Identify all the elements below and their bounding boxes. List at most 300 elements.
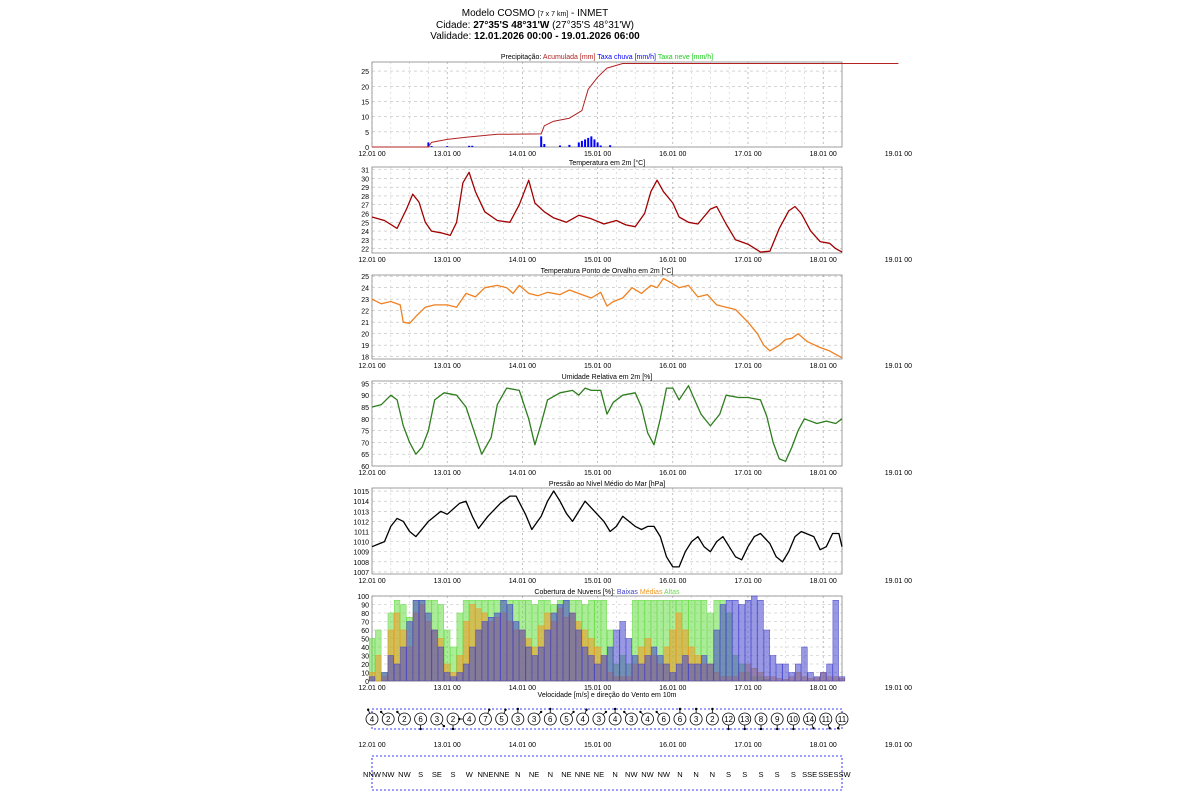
accumulated-precip-line [372, 64, 898, 148]
wind-direction-label: NW [641, 770, 654, 779]
wind-direction-dot [812, 727, 814, 729]
wind-speed-value: 5 [564, 715, 569, 724]
y-tick-label: 60 [361, 628, 369, 635]
cloud-bar-baixas [607, 647, 613, 681]
y-tick-label: 80 [361, 416, 369, 424]
rain-rate-bar [609, 145, 611, 147]
wind-direction-label: S [418, 770, 424, 779]
x-tick-label: 13.01 00 [433, 578, 461, 585]
wind-direction-dot [540, 711, 542, 713]
y-tick-label: 1009 [353, 549, 369, 557]
cloud-title-mid: Médias [637, 589, 663, 596]
rain-rate-bar [540, 136, 542, 147]
wind-x-tick-label: 14.01 00 [508, 742, 537, 749]
wind-speed-value: 6 [418, 715, 423, 724]
rain-rate-bar [471, 146, 473, 147]
y-tick-label: 15 [361, 99, 369, 107]
cloud-bar-baixas [614, 630, 620, 681]
y-tick-label: 1013 [353, 509, 369, 517]
wind-direction-dot [711, 708, 713, 710]
rain-rate-bar [578, 142, 580, 147]
x-tick-label: 14.01 00 [508, 578, 537, 585]
pressure-title: Pressão ao Nível Médio do Mar [hPa] [548, 481, 666, 488]
y-tick-label: 31 [361, 167, 369, 175]
wind-speed-value: 6 [661, 715, 666, 724]
cloud-bar-baixas [601, 656, 607, 682]
wind-speed-value: 14 [805, 715, 815, 724]
cloud-bar-baixas [582, 647, 588, 681]
wind-direction-dot [380, 711, 382, 713]
cloud-bar-baixas [733, 600, 739, 681]
humidity-line [372, 386, 842, 462]
cloud-bar-baixas [413, 600, 419, 681]
wind-direction-label: N [612, 770, 618, 779]
rain-rate-bar [600, 145, 602, 147]
cloud-bar-baixas [576, 630, 582, 681]
precip-title-accumulated: Acumulada [mm] [541, 54, 596, 61]
pressure-line [372, 491, 842, 567]
wind-direction-dot [452, 728, 454, 730]
cloud-bar-baixas [488, 617, 494, 681]
x-tick-label: 16.01 00 [659, 257, 687, 264]
y-tick-label: 27 [361, 202, 369, 210]
x-tick-label: 16.01 00 [659, 685, 687, 692]
cloud-bar-baixas [482, 622, 488, 682]
y-tick-label: 10 [361, 670, 369, 678]
wind-direction-label: S [758, 770, 764, 779]
wind-direction-label: S [450, 770, 456, 779]
y-tick-label: 85 [361, 404, 369, 412]
cloud-bar-baixas [676, 664, 682, 681]
header-model-resolution: [7 x 7 km] [537, 11, 569, 18]
dewpoint-title: Temperatura Ponto de Orvalho em 2m [°C] [540, 268, 674, 275]
wind-direction-label: N [547, 770, 553, 779]
cloud-bar-baixas [783, 664, 789, 681]
wind-direction-dot [623, 711, 625, 713]
wind-direction-dot [488, 709, 490, 711]
wind-direction-label: NW [625, 770, 638, 779]
wind-direction-label: SSE [802, 770, 818, 779]
wind-direction-label: W [465, 770, 473, 779]
cloud-bar-baixas [570, 613, 576, 681]
cloud-title-high: Altas [662, 589, 680, 596]
x-tick-label: 18.01 00 [809, 363, 837, 370]
x-tick-label: 14.01 00 [508, 363, 537, 370]
wind-direction-dot [760, 728, 762, 730]
header-city-coords-alt: (27°35'S 48°31'W) [552, 20, 635, 31]
y-tick-label: 30 [361, 653, 369, 661]
cloud-bar-baixas [532, 656, 538, 682]
y-tick-label: 26 [361, 211, 369, 219]
cloud-bar-baixas [795, 664, 801, 681]
cloud-bar-baixas [451, 677, 457, 681]
cloud-bar-baixas [432, 630, 438, 681]
wind-direction-label: NW [657, 770, 670, 779]
dewpoint-line [372, 279, 842, 358]
wind-direction-label: NNW [363, 770, 381, 779]
cloud-bar-baixas [827, 664, 833, 681]
header-validity-range: 12.01.2026 00:00 - 19.01.2026 06:00 [474, 31, 640, 42]
wind-speed-value: 12 [724, 715, 734, 724]
x-tick-label: 15.01 00 [583, 578, 612, 585]
y-tick-label: 19 [361, 343, 369, 351]
y-tick-label: 90 [361, 602, 369, 610]
cloud-bar-baixas [407, 622, 413, 682]
panel-frame [372, 62, 842, 147]
wind-direction-label: NE [561, 770, 572, 779]
cloud-bar-baixas [469, 647, 475, 681]
wind-speed-value: 10 [788, 715, 798, 724]
cloud-bar-baixas [545, 630, 551, 681]
wind-speed-value: 6 [548, 715, 553, 724]
wind-direction-dot [695, 708, 697, 710]
wind-direction-label: S [790, 770, 796, 779]
cloud-bar-baixas [463, 664, 469, 681]
wind-direction-dot [679, 708, 681, 710]
cloud-bar-baixas [764, 630, 770, 681]
y-tick-label: 5 [365, 129, 369, 137]
wind-direction-label: NE [593, 770, 605, 779]
x-tick-label: 16.01 00 [659, 470, 687, 477]
y-tick-label: 100 [357, 594, 369, 601]
x-tick-label: 14.01 00 [508, 685, 537, 692]
wind-direction-dot [605, 711, 607, 713]
wind-direction-dot [585, 709, 587, 711]
cloud-bar-baixas [620, 622, 626, 682]
wind-direction-dot [837, 727, 839, 729]
y-tick-label: 90 [361, 393, 369, 401]
header-model-name: Modelo COSMO [461, 8, 536, 19]
cloud-bar-baixas [563, 600, 569, 681]
y-tick-label: 60 [361, 464, 369, 471]
header-city-coords: 27°35'S 48°31'W [473, 20, 550, 31]
y-tick-label: 95 [361, 381, 369, 389]
wind-direction-dot [727, 728, 729, 730]
y-tick-label: 1014 [353, 499, 369, 507]
wind-speed-value: 2 [385, 715, 391, 724]
y-tick-label: 75 [361, 428, 369, 436]
cloud-bar-baixas [444, 673, 450, 682]
x-tick-label: 19.01 00 [884, 685, 913, 692]
x-tick-label: 17.01 00 [734, 151, 762, 158]
cloud-bar-baixas [557, 605, 563, 682]
cloud-bar-baixas [551, 613, 557, 681]
cloud-title [534, 589, 680, 596]
y-tick-label: 50 [361, 636, 369, 644]
wind-x-tick-label: 18.01 00 [809, 742, 837, 749]
wind-direction-label: SSW [833, 770, 851, 779]
wind-speed-value: 11 [821, 715, 830, 724]
x-tick-label: 15.01 00 [583, 470, 612, 477]
x-tick-label: 14.01 00 [508, 151, 537, 158]
x-tick-label: 12.01 00 [358, 363, 386, 370]
x-tick-label: 12.01 00 [358, 685, 386, 692]
cloud-bar-baixas [589, 656, 595, 682]
x-tick-label: 18.01 00 [809, 578, 837, 585]
wind-direction-label: N [709, 770, 716, 779]
wind-x-tick-label: 15.01 00 [583, 742, 612, 749]
wind-direction-dot [419, 728, 421, 730]
wind-direction-label: SE [431, 770, 442, 779]
wind-direction-box [372, 756, 842, 790]
wind-direction-label: S [726, 770, 732, 779]
cloud-bar-baixas [814, 677, 820, 681]
wind-direction-dot [367, 709, 369, 711]
precip-title-rain-rate: Taxa chuva [mm/h] [595, 54, 657, 61]
wind-direction-label: N [515, 770, 521, 779]
y-tick-label: 1015 [353, 489, 369, 497]
cloud-bar-baixas [419, 600, 425, 681]
wind-speed-value: 2 [450, 715, 456, 724]
cloud-bar-baixas [438, 647, 444, 681]
x-tick-label: 12.01 00 [358, 257, 386, 264]
precip-title-snow-rate: Taxa neve [mm/h] [656, 54, 714, 61]
x-tick-label: 12.01 00 [358, 470, 386, 477]
y-tick-label: 0 [365, 679, 369, 686]
y-tick-label: 22 [361, 308, 369, 316]
cloud-bar-baixas [683, 656, 689, 682]
x-tick-label: 16.01 00 [659, 578, 687, 585]
wind-speed-value: 7 [483, 715, 488, 724]
cloud-bar-baixas [651, 647, 657, 681]
cloud-bar-baixas [520, 630, 526, 681]
cloud-title-label: Cobertura de Nuvens [%]: [534, 589, 615, 596]
wind-direction-label: N [693, 770, 699, 779]
x-tick-label: 14.01 00 [508, 470, 537, 477]
y-tick-label: 1012 [353, 519, 369, 527]
cloud-bar-baixas [426, 613, 432, 681]
rain-rate-bar [559, 145, 561, 147]
cloud-bar-baixas [714, 630, 720, 681]
cloud-bar-baixas [758, 600, 764, 681]
x-tick-label: 19.01 00 [884, 363, 913, 370]
y-tick-label: 25 [361, 69, 369, 77]
header-validity-label: Validade: [430, 31, 472, 42]
precip-title-label: Precipitação: [500, 54, 542, 61]
x-tick-label: 15.01 00 [583, 685, 612, 692]
cloud-bar-baixas [745, 600, 751, 681]
wind-direction-label: S [774, 770, 780, 779]
x-tick-label: 15.01 00 [583, 151, 612, 158]
wind-speed-value: 4 [580, 715, 585, 724]
x-tick-label: 16.01 00 [659, 151, 687, 158]
rain-rate-bar [587, 138, 589, 147]
x-tick-label: 15.01 00 [583, 363, 612, 370]
cloud-bar-baixas [513, 622, 519, 682]
temperature-title: Temperatura em 2m [°C] [568, 160, 646, 167]
wind-direction-label: S [742, 770, 748, 779]
cloud-bar-baixas [689, 664, 695, 681]
x-tick-label: 17.01 00 [734, 257, 762, 264]
wind-x-tick-label: 17.01 00 [734, 742, 762, 749]
cloud-bar-baixas [708, 664, 714, 681]
cloud-bar-baixas [626, 639, 632, 682]
wind-direction-dot [639, 711, 641, 713]
cloud-bar-baixas [657, 656, 663, 682]
y-tick-label: 22 [361, 246, 369, 254]
cloud-bar-baixas [839, 677, 845, 681]
wind-x-tick-label: 12.01 00 [358, 742, 386, 749]
cloud-bar-baixas [701, 656, 707, 682]
wind-speed-value: 3 [531, 715, 537, 724]
cloud-bar-baixas [538, 647, 544, 681]
y-tick-label: 65 [361, 452, 369, 460]
wind-direction-dot [504, 709, 506, 711]
y-tick-label: 0 [365, 145, 369, 152]
rain-rate-bar [431, 146, 433, 147]
wind-direction-label: NNE [574, 770, 591, 779]
y-tick-label: 70 [361, 619, 369, 627]
y-tick-label: 30 [361, 176, 369, 184]
wind-speed-value: 5 [499, 715, 504, 724]
x-tick-label: 18.01 00 [809, 685, 837, 692]
y-tick-label: 20 [361, 331, 369, 339]
y-tick-label: 1010 [353, 539, 369, 547]
wind-title: Velocidade [m/s] e direção do Vento em 10m [537, 692, 677, 699]
cloud-bar-baixas [495, 613, 501, 681]
wind-speed-value: 3 [434, 715, 440, 724]
wind-direction-dot [572, 711, 574, 713]
cloud-bar-baixas [526, 647, 532, 681]
x-tick-label: 19.01 00 [884, 470, 913, 477]
y-tick-label: 10 [361, 114, 369, 122]
cloud-bar-baixas [632, 656, 638, 682]
wind-direction-label: N [677, 770, 683, 779]
x-tick-label: 13.01 00 [433, 685, 461, 692]
y-tick-label: 1007 [353, 569, 369, 577]
y-tick-label: 29 [361, 185, 369, 193]
wind-speed-value: 9 [774, 715, 780, 724]
y-tick-label: 24 [361, 229, 369, 237]
wind-speed-value: 3 [693, 715, 699, 724]
cloud-bar-baixas [501, 600, 507, 681]
x-tick-label: 12.01 00 [358, 151, 386, 158]
wind-direction-label: NE [528, 770, 540, 779]
wind-x-tick-label: 13.01 00 [433, 742, 461, 749]
cloud-bar-baixas [820, 673, 826, 682]
cloud-title-low: Baixas [614, 589, 638, 596]
y-tick-label: 20 [361, 84, 369, 92]
y-tick-label: 23 [361, 237, 369, 245]
rain-rate-bar [584, 139, 586, 147]
x-tick-label: 16.01 00 [659, 363, 687, 370]
rain-rate-bar [597, 142, 599, 147]
wind-speed-value: 13 [740, 715, 750, 724]
x-tick-label: 15.01 00 [583, 257, 612, 264]
rain-rate-bar [568, 145, 570, 147]
cloud-bar-baixas [695, 664, 701, 681]
y-tick-label: 25 [361, 274, 369, 282]
wind-direction-label: NW [381, 770, 395, 779]
x-tick-label: 13.01 00 [433, 470, 461, 477]
wind-direction-dot [458, 718, 460, 720]
cloud-bar-baixas [664, 664, 670, 681]
cloud-bar-baixas [595, 664, 601, 681]
y-tick-label: 20 [361, 662, 369, 669]
x-tick-label: 19.01 00 [884, 257, 913, 264]
cloud-bar-baixas [739, 605, 745, 682]
humidity-title: Umidade Relativa em 2m [%] [561, 374, 653, 381]
cloud-bar-baixas [382, 673, 388, 682]
wind-speed-value: 11 [837, 715, 847, 724]
y-tick-label: 25 [361, 220, 369, 228]
cloud-bar-baixas [394, 664, 400, 681]
wind-speed-value: 3 [596, 715, 602, 724]
wind-direction-dot [744, 728, 746, 730]
wind-direction-dot [614, 708, 616, 710]
y-tick-label: 23 [361, 297, 369, 305]
wind-speed-value: 4 [467, 715, 472, 724]
cloud-bar-baixas [777, 664, 783, 681]
rain-rate-bar [581, 141, 583, 147]
cloud-bar-baixas [789, 673, 795, 682]
wind-direction-dot [549, 708, 551, 710]
y-tick-label: 28 [361, 193, 369, 201]
x-tick-label: 18.01 00 [809, 151, 837, 158]
y-tick-label: 70 [361, 440, 369, 448]
cloud-bar-baixas [388, 656, 394, 682]
rain-rate-bar [468, 146, 470, 147]
x-tick-label: 13.01 00 [433, 151, 461, 158]
wind-direction-dot [776, 728, 778, 730]
wind-direction-dot [443, 725, 445, 727]
x-tick-label: 18.01 00 [809, 257, 837, 264]
y-tick-label: 40 [361, 645, 369, 652]
cloud-bar-baixas [670, 673, 676, 682]
rain-rate-bar [593, 139, 595, 147]
cloud-bar-baixas [808, 673, 814, 682]
y-tick-label: 1011 [353, 529, 369, 537]
cloud-bar-médias [375, 656, 381, 682]
x-tick-label: 12.01 00 [358, 578, 386, 585]
wind-direction-label: NNE [477, 770, 494, 779]
cloud-bar-baixas [457, 673, 463, 682]
wind-direction-label: NNE [493, 770, 510, 779]
rain-rate-bar [590, 136, 592, 147]
wind-speed-value: 6 [677, 715, 683, 724]
wind-x-tick-label: 19.01 00 [884, 742, 913, 749]
wind-x-tick-label: 16.01 00 [659, 742, 687, 749]
cloud-bar-baixas [720, 605, 726, 682]
x-tick-label: 19.01 00 [884, 578, 913, 585]
cloud-bar-baixas [639, 664, 645, 681]
wind-speed-value: 3 [515, 715, 521, 724]
x-tick-label: 17.01 00 [734, 470, 762, 477]
x-tick-label: 17.01 00 [734, 363, 762, 370]
y-tick-label: 21 [361, 320, 369, 328]
wind-direction-label: NW [398, 770, 411, 779]
cloud-bar-baixas [770, 656, 776, 682]
wind-speed-value: 4 [369, 715, 375, 724]
wind-direction-dot [396, 711, 398, 713]
cloud-bar-baixas [401, 647, 407, 681]
precip-title [501, 54, 713, 61]
cloud-bar-baixas [751, 596, 757, 681]
wind-direction-label: SSE [818, 770, 834, 779]
wind-speed-value: 8 [758, 715, 764, 724]
header-model-source: - INMET [571, 8, 609, 19]
cloud-bar-baixas [645, 656, 651, 682]
y-tick-label: 18 [361, 354, 369, 362]
cloud-bar-baixas [369, 677, 375, 681]
wind-direction-dot [828, 727, 830, 729]
rain-rate-bar [446, 146, 448, 147]
wind-direction-dot [655, 711, 657, 713]
y-tick-label: 24 [361, 285, 369, 293]
x-tick-label: 17.01 00 [734, 578, 762, 585]
cloud-bar-baixas [802, 647, 808, 681]
y-tick-label: 80 [361, 611, 369, 618]
